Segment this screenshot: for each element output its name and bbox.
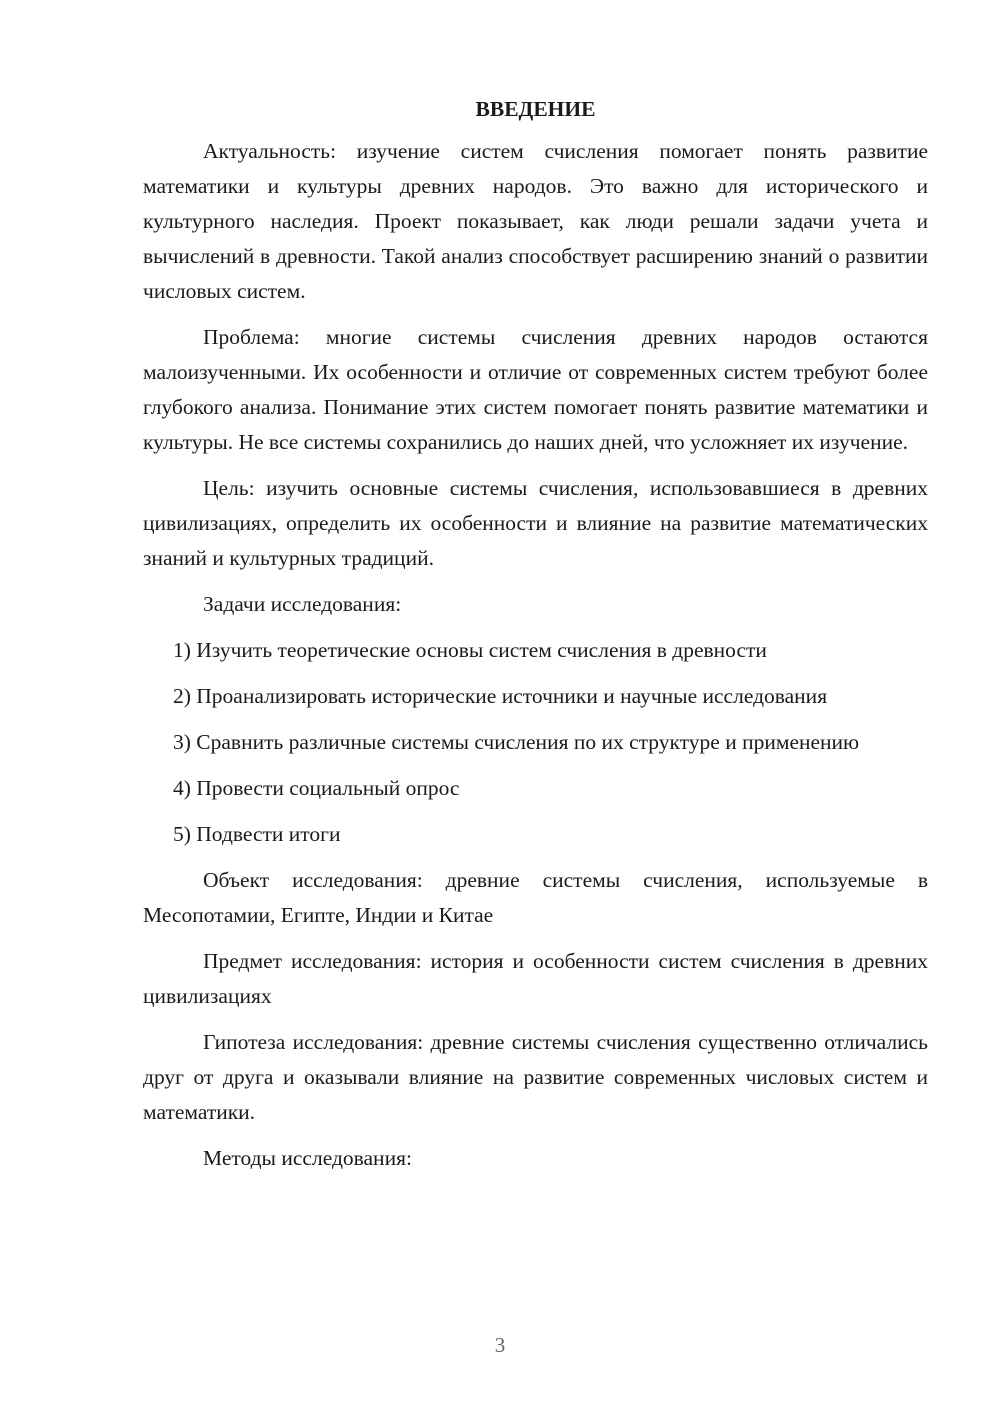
methods-heading: Методы исследования: [203, 1146, 412, 1170]
paragraph-subject: Предмет исследования: история и особенности систем счисления в древних цивилизациях [143, 949, 928, 1008]
paragraph-relevance: Актуальность: изучение систем счисления помогает понять развитие математики и культуры древних народов. Это важно для исторического и культурного наследия. Проект показывает, как люди решали задачи учета и вычислений в древности. Такой анализ способствует расширению знаний о развитии числовых систем. [143, 139, 928, 303]
section-title: ВВЕДЕНИЕ [475, 97, 596, 121]
document-page [143, 92, 928, 1187]
paragraph-object: Объект исследования: древние системы счисления, используемые в Месопотамии, Египте, Индии и Китае [143, 868, 928, 927]
list-item: 1) Изучить теоретические основы систем счисления в древности [173, 638, 767, 662]
page-number: 3 [494, 1333, 506, 1357]
list-item: 2) Проанализировать исторические источники и научные исследования [173, 684, 828, 708]
paragraph-goal: Цель: изучить основные системы счисления, использовавшиеся в древних цивилизациях, определить их особенности и влияние на развитие математических знаний и культурных традиций. [143, 476, 928, 570]
paragraph-hypothesis: Гипотеза исследования: древние системы счисления существенно отличались друг от друга и оказывали влияние на развитие современных числовых систем и математики. [143, 1030, 928, 1124]
paragraph-problem: Проблема: многие системы счисления древних народов остаются малоизученными. Их особенности и отличие от современных систем требуют более глубокого анализа. Понимание этих систем помогает понять развитие математики и культуры. Не все системы сохранились до наших дней, что усложняет их изучение. [143, 325, 928, 454]
tasks-heading: Задачи исследования: [203, 592, 402, 616]
tasks-list [143, 633, 928, 852]
list-item: 5) Подвести итоги [173, 822, 341, 846]
list-item: 3) Сравнить различные системы счисления по их структуре и применению [173, 730, 860, 754]
list-item: 4) Провести социальный опрос [173, 776, 460, 800]
